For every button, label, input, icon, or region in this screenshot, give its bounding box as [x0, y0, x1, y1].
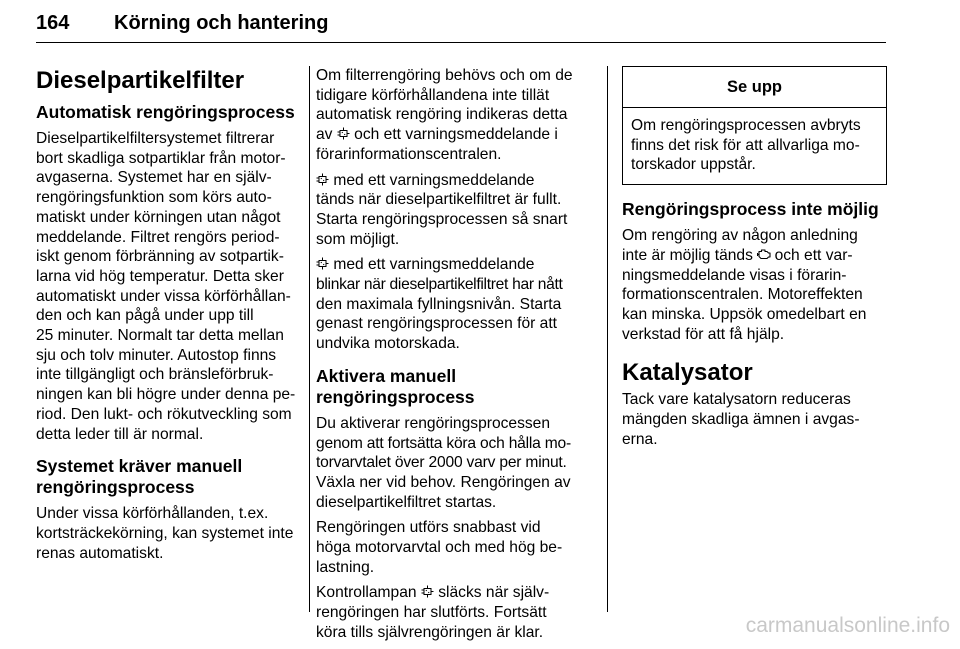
- text-line: Växla ner vid behov. Rengöringen av: [316, 473, 571, 491]
- text-line: höga motorvarvtal och med hög be-: [316, 539, 563, 557]
- page-header: [36, 6, 886, 43]
- text-line: [622, 247, 853, 264]
- text-line: Du aktiverar rengöringsprocessen: [316, 414, 551, 432]
- text-line: erna.: [622, 430, 658, 448]
- heading-line: rengöringsprocess: [316, 386, 475, 407]
- text-line: Rengöringen utförs snabbast vid: [316, 519, 541, 537]
- text-line: kortsträckekörning, kan systemet inte: [36, 524, 294, 542]
- text-line: undvika motorskada.: [316, 335, 460, 353]
- text-line: [316, 172, 534, 189]
- heading-automatisk: Automatisk rengöringsprocess: [36, 102, 295, 122]
- text-fragment: inte är möjlig tänds: [622, 246, 753, 264]
- warning-title: Se upp: [623, 67, 886, 108]
- heading-line: Aktivera manuell: [316, 365, 457, 386]
- text-line: Starta rengöringsprocessen så snart: [316, 210, 568, 228]
- text-line: tänds när dieselpartikelfiltret är fullt.: [316, 191, 562, 209]
- paragraph-kontrollampan: [316, 583, 597, 642]
- diesel-particulate-filter-icon: [316, 257, 329, 270]
- text-line: Under vissa körförhållanden, t.ex.: [36, 505, 269, 523]
- text-line: kan minska. Uppsök omedelbart en: [622, 305, 867, 323]
- text-line: Om rengöring av någon anledning: [622, 227, 858, 245]
- diesel-particulate-filter-icon: [316, 173, 329, 186]
- text-line: Om rengöringsprocessen avbryts: [631, 117, 861, 134]
- column-2: [316, 66, 597, 649]
- text-line: verkstad för att få hjälp.: [622, 325, 785, 343]
- text-line: som möjligt.: [316, 230, 400, 248]
- paragraph-blinkar: [316, 255, 597, 354]
- text-line: mängden skadliga ämnen i avgas-: [622, 411, 860, 429]
- text-line: rengöringen har slutförts. Fortsätt: [316, 604, 547, 622]
- text-line: lastning.: [316, 558, 375, 576]
- text-line: automatiskt under vissa körförhållan-: [36, 287, 291, 305]
- column-3: [622, 66, 887, 455]
- text-line: detta leder till är normal.: [36, 425, 204, 443]
- text-line: [316, 584, 549, 601]
- text-line: renas automatiskt.: [36, 544, 164, 562]
- text-line: blinkar när dieselpartikelfiltret har nått: [316, 276, 563, 294]
- paragraph-filterrengoring: [316, 66, 597, 165]
- text-line: [316, 256, 534, 273]
- text-fragment: av: [316, 126, 333, 144]
- text-line: Tack vare katalysatorn reduceras: [622, 391, 851, 409]
- text-line: meddelande. Filtret rengörs period-: [36, 228, 280, 246]
- text-line: rengöringsfunktion som körs auto-: [36, 189, 272, 207]
- text-line: finns det risk för att allvarliga mo-: [631, 136, 860, 154]
- heading-line: Systemet kräver manuell: [36, 456, 243, 477]
- paragraph-rengoringen: [316, 518, 597, 577]
- text-fragment: med ett varningsmeddelande: [333, 171, 535, 189]
- watermark: carmanualsonline.info: [745, 614, 950, 637]
- diesel-particulate-filter-icon: [337, 127, 350, 140]
- text-line: bort skadliga sotpartiklar från motor-: [36, 149, 286, 167]
- text-fragment: Kontrollampan: [316, 584, 417, 602]
- text-line: inte tillgängligt och bränsleförbruk-: [36, 366, 274, 384]
- text-line: ningen kan bli högre under denna pe-: [36, 386, 296, 404]
- text-line: torskador uppstår.: [631, 156, 756, 174]
- text-line: förarinformationscentralen.: [316, 145, 502, 163]
- text-line: genast rengöringsprocessen för att: [316, 315, 557, 333]
- text-fragment: och ett varningsmeddelande i: [354, 126, 558, 144]
- heading-aktivera-manuell: [316, 366, 597, 408]
- text-line: riod. Den lukt- och rökutveckling som: [36, 405, 292, 423]
- text-line: torvarvtalet över 2000 varv per minut.: [316, 454, 567, 472]
- text-line: 25 minuter. Normalt tar detta mellan: [36, 327, 284, 345]
- paragraph-tands: [316, 171, 597, 250]
- column-divider-2: [607, 66, 608, 612]
- paragraph-aktivera: [316, 414, 597, 513]
- text-line: avgaserna. Systemet har en själv-: [36, 169, 272, 187]
- text-line: sju och tolv minuter. Autostop finns: [36, 346, 277, 364]
- paragraph-katalysator: [622, 390, 887, 449]
- heading-systemet-kraver: [36, 456, 301, 498]
- warning-body: [623, 108, 886, 184]
- paragraph-automatisk: [36, 129, 301, 444]
- chapter-title: Körning och hantering: [114, 12, 329, 34]
- text-line: den och kan pågå under upp till: [36, 307, 254, 325]
- section-title-katalysator: Katalysator: [622, 359, 753, 387]
- text-line: genom att fortsätta köra och hålla mo-: [316, 434, 572, 452]
- section-title-dieselpartikelfilter: Dieselpartikelfilter: [36, 67, 245, 94]
- heading-inte-mojlig: Rengöringsprocess inte möjlig: [622, 199, 879, 220]
- page-number: 164: [36, 12, 70, 34]
- text-line: Om filterrengöring behövs och om de: [316, 67, 573, 84]
- text-fragment: med ett varningsmeddelande: [333, 256, 535, 274]
- text-line: den maximala fyllningsnivån. Starta: [316, 295, 562, 313]
- heading-line: rengöringsprocess: [36, 477, 195, 498]
- text-fragment: och ett var-: [774, 246, 853, 264]
- column-1: [36, 66, 301, 569]
- text-line: dieselpartikelfiltret startas.: [316, 493, 497, 511]
- text-fragment: släcks när själv-: [438, 584, 550, 602]
- text-line: automatisk rengöring indikeras detta: [316, 106, 568, 124]
- text-line: [316, 126, 558, 143]
- text-line: köra tills självrengöringen är klar.: [316, 623, 544, 641]
- text-line: formationscentralen. Motoreffekten: [622, 286, 863, 304]
- paragraph-inte-mojlig: [622, 226, 887, 344]
- text-line: tidigare körförhållandena inte tillät: [316, 86, 550, 104]
- paragraph-systemet-kraver: [36, 504, 301, 563]
- diesel-particulate-filter-icon: [421, 585, 434, 598]
- text-line: matiskt under körningen utan något: [36, 208, 281, 226]
- text-line: iskt genom förbränning av sotpartik-: [36, 248, 284, 266]
- column-divider-1: [309, 66, 310, 612]
- text-line: Dieselpartikelfiltersystemet filtrerar: [36, 130, 275, 147]
- check-engine-icon: [757, 248, 770, 261]
- text-line: larna vid hög temperatur. Detta sker: [36, 267, 284, 285]
- text-line: ningsmeddelande visas i förarin-: [622, 266, 847, 284]
- warning-box: [622, 66, 887, 185]
